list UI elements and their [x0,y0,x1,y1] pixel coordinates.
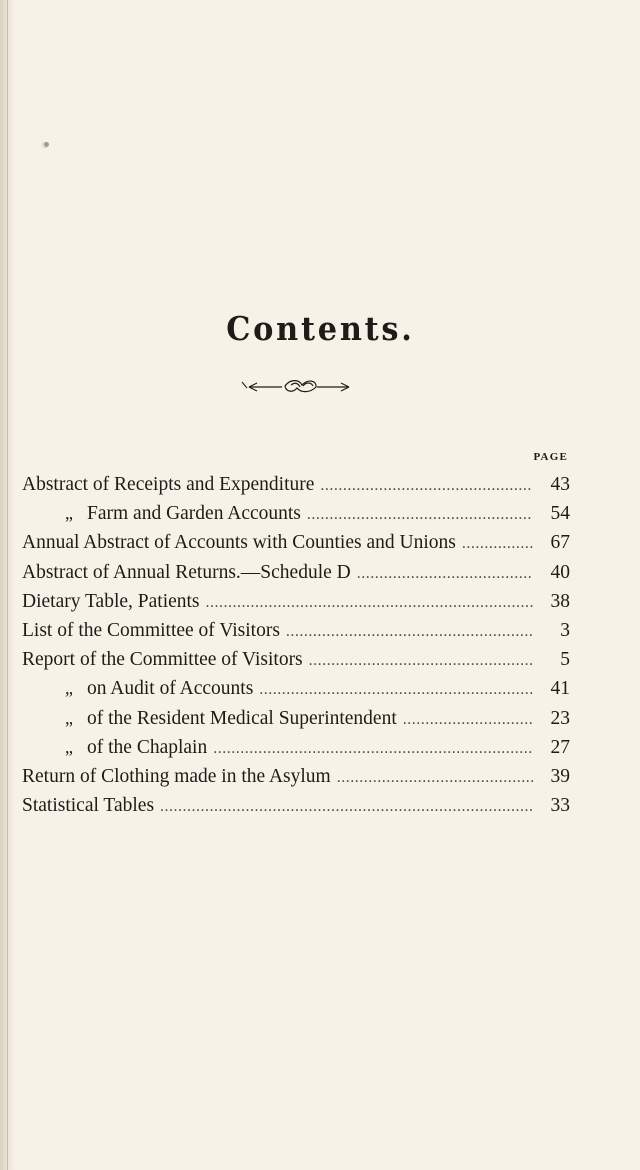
page-binding-shadow [0,0,16,1170]
page-binding-line [7,0,8,1170]
ditto-mark: „ [65,678,73,699]
toc-entry [22,645,570,674]
toc-entry [22,674,570,703]
toc-entry-label: Abstract of Receipts and Expenditure [22,474,315,495]
toc-page-number: 40 [550,561,570,583]
leader-dots [403,705,533,734]
leader-dots [286,617,533,646]
toc-entry-label [22,499,301,528]
toc-entry-label: Statistical Tables [22,795,155,817]
toc-entry-label [22,733,207,762]
paper-speck [44,142,49,147]
toc-entry-label [22,674,253,703]
leader-dots [307,500,533,529]
decorative-rule-icon [237,372,362,398]
toc-entry [22,791,570,820]
toc-entry [22,704,570,733]
leader-dots [160,792,533,821]
toc-page-number: 54 [550,503,570,525]
toc-entry-label [22,704,397,733]
toc-page-number: 5 [560,649,570,671]
ditto-mark: „ [65,736,73,757]
toc-entry-label: Report of the Committee of Visitors [22,649,303,671]
page-column-heading: PAGE [533,451,568,463]
toc-entry-label: List of the Committee of Visitors [22,619,280,641]
toc-entry-label: Abstract of Annual Returns.—Schedule D [22,561,351,583]
toc-entry-text: of the Chaplain [87,736,208,758]
toc-entry [22,470,570,499]
leader-dots [357,559,533,588]
toc-page-number: 67 [550,532,570,554]
toc-entry [22,528,570,557]
toc-page-number: 27 [550,736,570,758]
toc-page-number: 43 [550,474,570,495]
table-of-contents [22,470,570,820]
toc-entry [22,762,570,791]
toc-page-number: 3 [560,619,570,641]
toc-entry-text: of the Resident Medical Superintendent [87,707,397,729]
toc-page-number: 38 [550,590,570,612]
toc-entry-text: on Audit of Accounts [87,678,254,700]
toc-entry-label: Return of Clothing made in the Asylum [22,765,331,787]
toc-entry [22,558,570,587]
toc-entry-label: Dietary Table, Patients [22,590,200,612]
toc-page-number: 33 [550,795,570,817]
leader-dots [206,588,533,617]
leader-dots [213,734,533,763]
toc-entry [22,616,570,645]
leader-dots [320,471,533,500]
toc-page-number: 23 [550,707,570,729]
toc-entry [22,587,570,616]
ditto-mark: „ [65,707,73,728]
leader-dots [309,646,533,675]
leader-dots [462,529,533,558]
leader-dots [259,675,533,704]
toc-entry [22,499,570,528]
toc-entry-text: Farm and Garden Accounts [87,503,301,525]
contents-heading-area [0,309,640,348]
toc-entry [22,733,570,762]
leader-dots [337,763,533,792]
toc-entry-label: Annual Abstract of Accounts with Counties and Unions [22,532,456,554]
contents-title: Contents. [225,309,415,348]
ditto-mark: „ [65,503,73,524]
toc-page-number: 41 [550,678,570,700]
toc-page-number: 39 [550,765,570,787]
